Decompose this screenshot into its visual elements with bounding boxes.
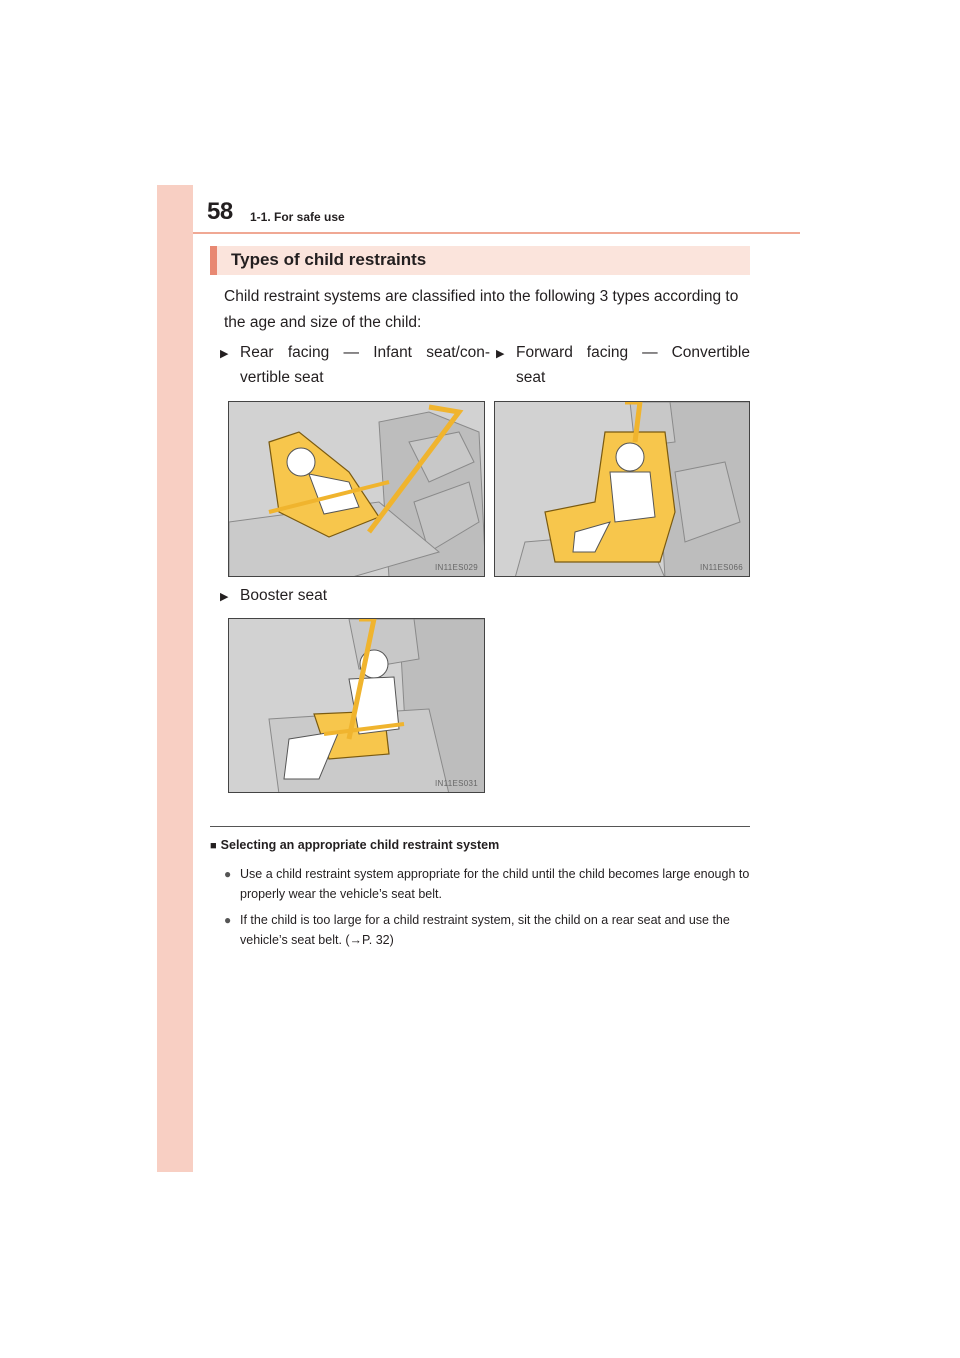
figure-code: IN11ES029 <box>434 563 478 572</box>
caption-text: Booster seat <box>240 587 328 604</box>
caption-rear-facing <box>218 340 490 390</box>
section-title: 1-1. For safe use <box>250 210 345 224</box>
figure-rear-facing-seat <box>228 401 485 577</box>
booster-seat-illustration <box>229 619 485 793</box>
section-heading-text: Types of child restraints <box>231 250 427 269</box>
section-heading <box>210 246 750 275</box>
figure-forward-facing-seat <box>494 401 750 577</box>
note-heading-text: Selecting an appropriate child restraint system <box>220 838 500 852</box>
note-heading <box>210 838 499 852</box>
caption-text: Forward facing — Convertible seat <box>516 344 750 386</box>
note-item-text: Use a child restraint system appropriate for the child until the child becomes large enough to properly wear the vehicle’s seat belt. <box>240 867 750 901</box>
side-color-band <box>157 185 193 1172</box>
note-divider <box>210 826 750 827</box>
caption-booster-seat <box>218 583 490 608</box>
header-divider <box>193 232 800 234</box>
figure-code: IN11ES031 <box>434 779 478 788</box>
figure-code: IN11ES066 <box>699 563 743 572</box>
forward-facing-illustration <box>495 402 750 577</box>
note-item <box>224 864 750 904</box>
circle-bullet-icon: ● <box>224 913 232 927</box>
caption-text: Rear facing — Infant seat/con-vertible seat <box>240 344 490 386</box>
note-item-text: If the child is too large for a child restraint system, sit the child on a rear seat and use the vehicle’s seat belt. (→P. 32) <box>240 913 730 947</box>
figure-booster-seat <box>228 618 485 793</box>
caption-forward-facing <box>494 340 750 390</box>
triangle-right-icon: ▶ <box>496 348 505 360</box>
rear-facing-illustration <box>229 402 485 577</box>
triangle-right-icon: ▶ <box>220 348 229 360</box>
note-item <box>224 910 750 950</box>
circle-bullet-icon: ● <box>224 867 232 881</box>
page-number: 58 <box>207 198 233 225</box>
square-icon: ■ <box>210 840 217 852</box>
triangle-right-icon: ▶ <box>220 591 229 603</box>
intro-paragraph: Child restraint systems are classified into the following 3 types according to the age and size of the child: <box>224 288 739 331</box>
